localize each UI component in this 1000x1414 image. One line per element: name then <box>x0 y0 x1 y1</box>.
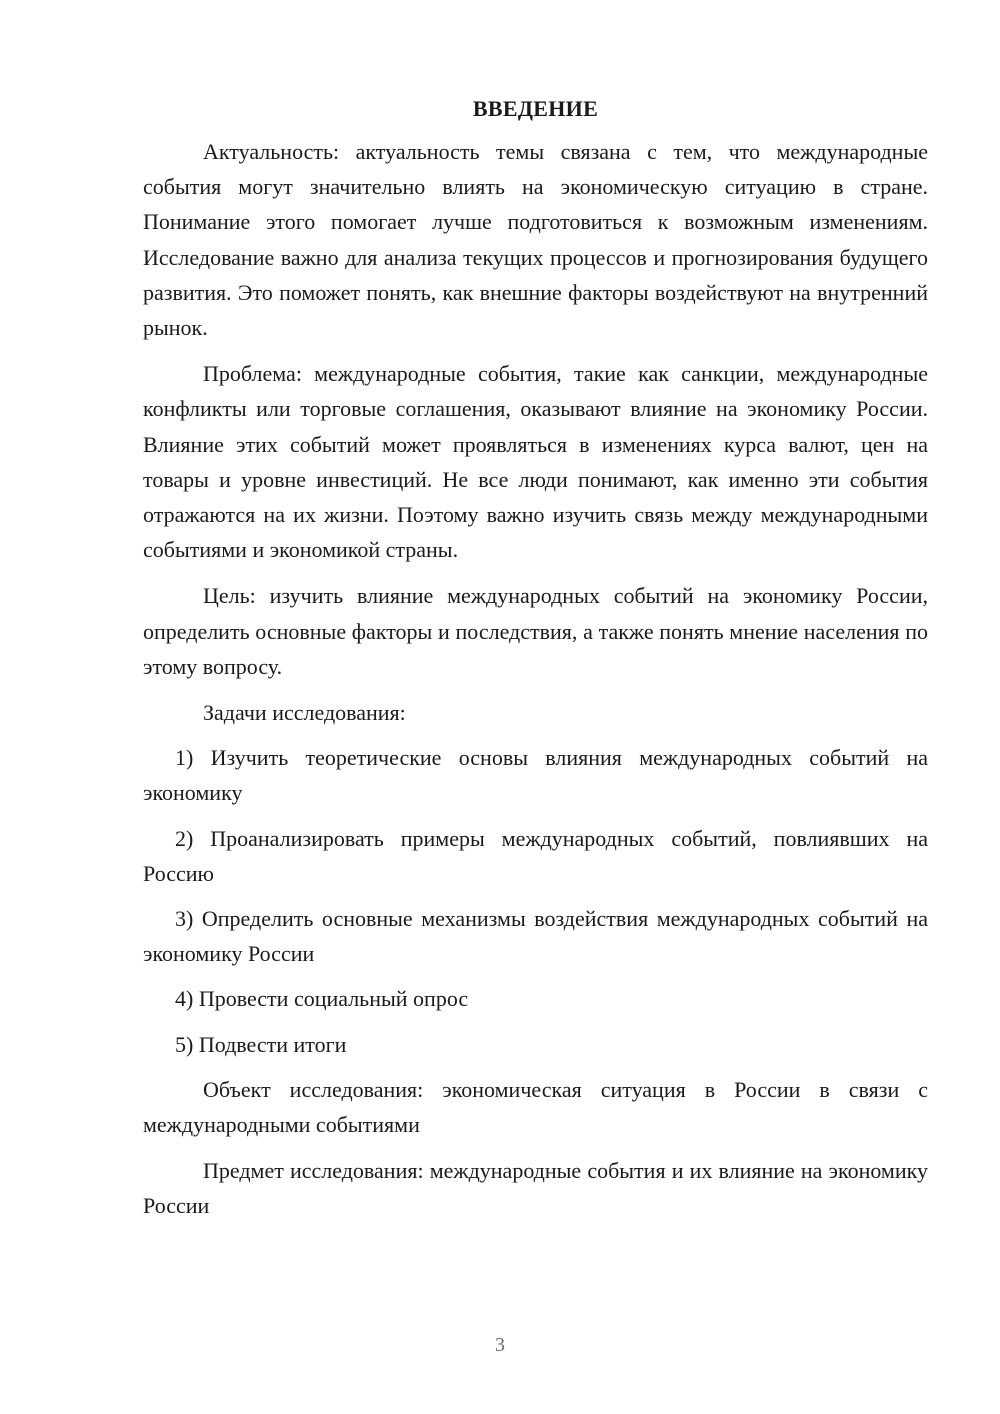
page-number: 3 <box>495 1334 505 1356</box>
task-item-4: 4) Провести социальный опрос <box>175 986 469 1012</box>
task-item-2: 2) Проанализировать примеры международных событий, повлиявших на Россию <box>143 825 928 886</box>
paragraph-relevance: Актуальность: актуальность темы связана с тем, что международные события могут значительно влиять на экономическую ситуацию в стране. Понимание этого помогает лучше подготовиться к возможным изменениям. Исследование важно для анализа текущих процессов и прогнозирования будущего развития. Это поможет понять, как внешние факторы воздействуют на внутренний рынок. <box>143 139 928 341</box>
document-page <box>143 94 928 1235</box>
section-heading: ВВЕДЕНИЕ <box>472 96 599 121</box>
paragraph-subject: Предмет исследования: международные события и их влияние на экономику России <box>143 1158 928 1219</box>
tasks-title: Задачи исследования: <box>203 700 406 726</box>
task-item-3: 3) Определить основные механизмы воздействия международных событий на экономику России <box>143 906 928 967</box>
task-item-1: 1) Изучить теоретические основы влияния международных событий на экономику <box>143 745 928 806</box>
task-item-5: 5) Подвести итоги <box>175 1031 347 1057</box>
paragraph-goal: Цель: изучить влияние международных событий на экономику России, определить основные факторы и последствия, а также понять мнение населения по этому вопросу. <box>143 583 928 679</box>
paragraph-problem: Проблема: международные события, такие как санкции, международные конфликты или торговые соглашения, оказывают влияние на экономику России. Влияние этих событий может проявляться в изменениях курса валют, цен на товары и уровне инвестиций. Не все люди понимают, как именно эти события отражаются на их жизни. Поэтому важно изучить связь между международными событиями и экономикой страны. <box>143 361 928 563</box>
paragraph-object: Объект исследования: экономическая ситуация в России в связи с международными событиями <box>143 1076 928 1138</box>
